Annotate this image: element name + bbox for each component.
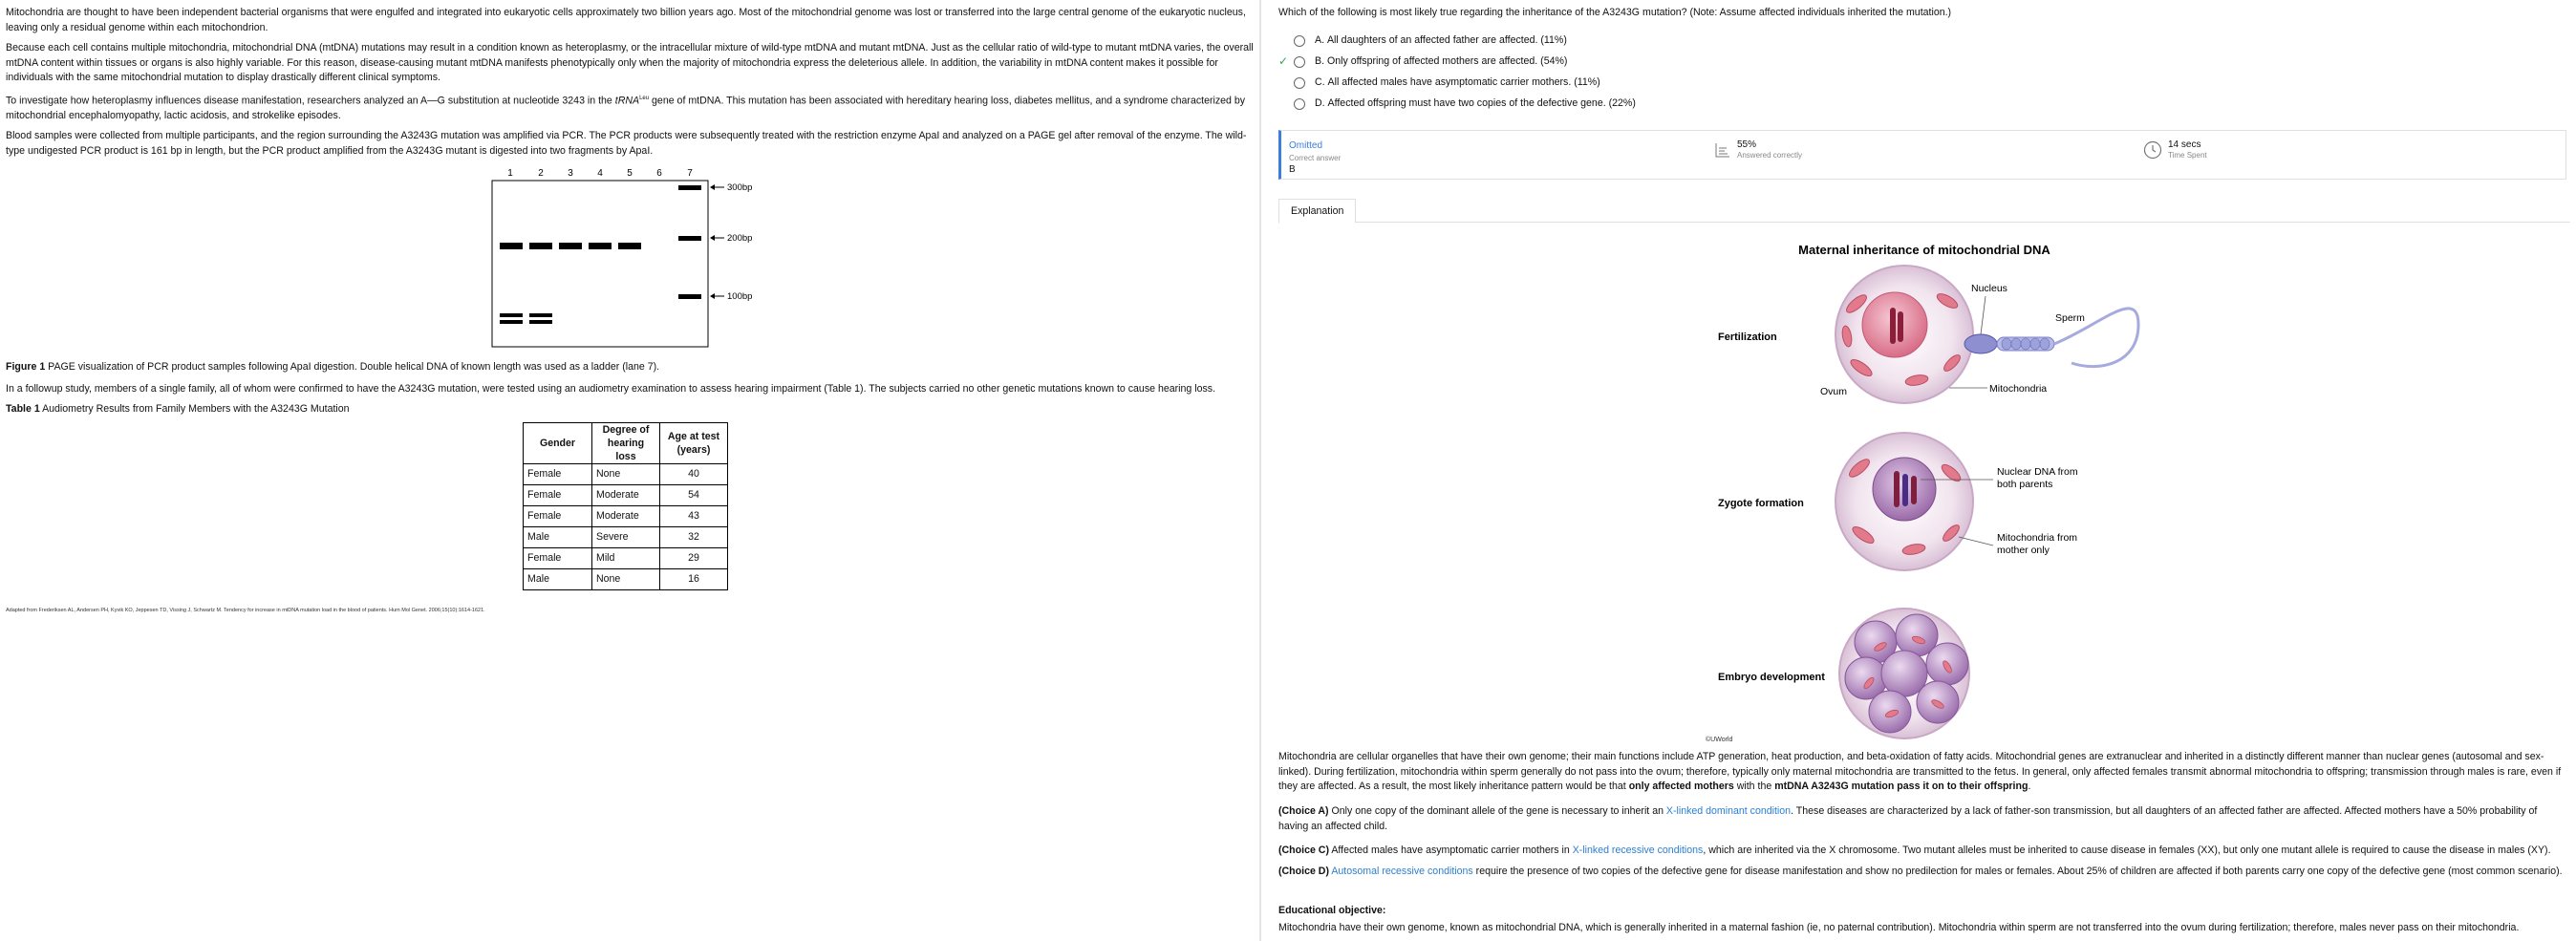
explanation-choice-d (1278, 865, 2568, 880)
table-row (524, 464, 728, 485)
table-title (6, 402, 350, 417)
question-pane (1278, 0, 2570, 941)
expl-text: . These diseases are characterized by a lack of father-son transmission, but all daughters of an affected father are affected. Affected mothers have a 50% probability of having an affected child. (1278, 805, 2538, 832)
choice-text: All daughters of an affected father are affected. (1326, 34, 1538, 47)
cell-hearing: Moderate (592, 506, 660, 527)
radio-button[interactable] (1294, 77, 1305, 89)
gel-band (529, 313, 552, 317)
ladder-band (678, 185, 701, 190)
zygote-cell (1835, 433, 1973, 570)
answer-choice-a[interactable] (1278, 33, 1567, 49)
lane-label-6: 6 (656, 168, 662, 179)
percent-correct-value: 55% (1737, 139, 1757, 150)
answer-choice-b[interactable] (1278, 54, 1567, 70)
cell-gender: Female (524, 548, 592, 569)
choice-text: Affected offspring must have two copies of the defective gene. (1327, 97, 1606, 110)
passage-text: gene of mtDNA. This mutation has been associated with hereditary hearing loss, diabetes mellitus, and a syndrome characterized by mitochondrial encephalomyopathy, lactic acidosis, and strokelike episodes. (6, 95, 1246, 121)
gel-band (500, 320, 523, 324)
choice-percent: (54%) (1540, 55, 1568, 68)
expl-text: Only one copy of the dominant allele of the gene is necessary to inherit an (1328, 805, 1666, 817)
gel-band (500, 243, 523, 249)
choice-text: All affected males have asymptomatic carrier mothers. (1327, 76, 1572, 89)
marker-100bp: 100bp (727, 291, 753, 302)
correct-answer-value: B (1289, 163, 1296, 175)
cell-gender: Male (524, 527, 592, 548)
mitochondrial-inheritance-illustration (1278, 229, 2570, 745)
gel-band (618, 243, 641, 249)
figure-caption-text: PAGE visualization of PCR product samples following ApaI digestion. Double helical DNA of known length was used as a ladder (lane 7). (45, 361, 660, 373)
lane-label-3: 3 (568, 168, 573, 179)
copyright-label: ©UWorld (1706, 737, 1733, 743)
lane-label-5: 5 (627, 168, 633, 179)
passage-text: To investigate how heteroplasmy influences disease manifestation, researchers analyzed an A—G substitution at nucleotide 3243 in the (6, 95, 615, 107)
cell-hearing: Severe (592, 527, 660, 548)
label-fertilization: Fertilization (1718, 331, 1777, 343)
choice-percent: (22%) (1608, 97, 1636, 110)
answer-choice-c[interactable] (1278, 75, 1600, 91)
lane-label-4: 4 (597, 168, 603, 179)
lane-label-2: 2 (538, 168, 544, 179)
explanation-paragraph-1 (1278, 750, 2568, 795)
passage-paragraph-1: Mitochondria are thought to have been independent bacterial organisms that were engulfed and integrated into eukaryotic cells approximately two billion years ago. Most of the mitochondrial genome was lost or transferred into the large central genome of the eukaryotic nucleus, leaving only a residual genome within each mitochondrion. (6, 7, 1246, 33)
gene-superscript: Leu (639, 95, 650, 101)
x-linked-dominant-link[interactable]: X-linked dominant condition (1665, 805, 1792, 817)
educational-objective-label (1278, 904, 2568, 919)
answer-choice-d[interactable] (1278, 96, 1636, 112)
ovum-cell (1835, 266, 1973, 403)
expl-text: with the (1733, 781, 1775, 792)
sperm-cell (1964, 309, 2138, 367)
header-age: Age at test (years) (660, 423, 728, 464)
time-block (2143, 139, 2207, 160)
table-row (524, 506, 728, 527)
time-spent-label: Time Spent (2168, 151, 2207, 160)
expl-text: require the presence of two copies of the defective gene for disease manifestation and show no predilection for males or females. About 25% of children are affected if both parents carry one copy of the defective gene (most common scenario). (1472, 866, 2563, 877)
label-nuclear-dna-line1: Nuclear DNA from (1997, 466, 2078, 478)
cell-hearing: None (592, 464, 660, 485)
passage-paragraph-4: Blood samples were collected from multiple participants, and the region surrounding the A3243G mutation was amplified via PCR. The PCR products were subsequently treated with the restriction enzyme ApaI and analyzed on a PAGE gel after removal of the enzyme. The wild-type undigested PCR product is 161 bp in length, but the PCR product amplified from the A3243G mutant is digested into two fragments by ApaI. (6, 130, 1247, 157)
label-ovum: Ovum (1820, 386, 1848, 397)
autosomal-recessive-link[interactable]: Autosomal recessive conditions (1331, 866, 1473, 877)
clock-icon (2143, 140, 2162, 160)
passage-paragraph-3 (6, 92, 1254, 124)
gel-band (529, 320, 552, 324)
cell-hearing: Mild (592, 548, 660, 569)
gel-band (559, 243, 582, 249)
choice-letter: C. (1315, 76, 1325, 89)
expl-text: Affected males have asymptomatic carrier mothers in (1328, 845, 1573, 856)
explanation-choice-c (1278, 844, 2568, 859)
ladder-band (678, 294, 701, 299)
radio-button[interactable] (1294, 35, 1305, 47)
explanation-choice-a (1278, 804, 2568, 834)
cell-age: 43 (660, 506, 728, 527)
figure-label: Figure 1 (6, 361, 46, 373)
choice-letter: B. (1315, 55, 1325, 68)
cell-hearing: Moderate (592, 485, 660, 506)
table-row (524, 569, 728, 590)
cell-age: 32 (660, 527, 728, 548)
gel-band (589, 243, 612, 249)
cell-age: 16 (660, 569, 728, 590)
pane-divider[interactable] (1259, 0, 1261, 941)
table-row (524, 485, 728, 506)
gel-band (500, 313, 523, 317)
audiometry-table (523, 422, 728, 590)
table-row (524, 527, 728, 548)
choice-percent: (11%) (1574, 76, 1600, 89)
cell-gender: Female (524, 506, 592, 527)
figure-caption (6, 360, 659, 375)
expl-bold: mtDNA A3243G mutation pass it on to their offspring (1774, 781, 2029, 792)
status-omitted: Omitted (1289, 140, 1323, 151)
source-footnote: Adapted from Frederiksen AL, Andersen PH, Kyvik KO, Jeppesen TD, Vissing J, Schwartz M. Tendency for increase in mtDNA mutation load in the blood of patients. Hum Mol Genet. 2006;15(10):1614-1621. (6, 608, 485, 613)
choice-c-label: (Choice C) (1278, 845, 1329, 856)
percent-correct-label: Answered correctly (1737, 151, 1803, 160)
followup-paragraph: In a followup study, members of a single family, all of whom were confirmed to have the A3243G mutation, were tested using an audiometry examination to assess hearing impairment (Table 1). The subjects carried no other genetic mutations known to cause hearing loss. (6, 383, 1216, 395)
cell-gender: Female (524, 485, 592, 506)
label-mito-from-line1: Mitochondria from (1997, 532, 2078, 544)
table-title-text: Audiometry Results from Family Members with the A3243G Mutation (39, 403, 350, 415)
cell-age: 54 (660, 485, 728, 506)
status-block (1289, 139, 1341, 176)
answer-stats-bar (1278, 130, 2566, 180)
expl-text: , which are inherited via the X chromosome. Two mutant alleles must be inherited to cause disease in females (XX), but only one mutant allele is required to cause the disease in males (XY). (1703, 845, 2551, 856)
educational-objective-text: Mitochondria have their own genome, known as mitochondrial DNA, which is generally inherited in a maternal fashion (ie, no paternal contribution). Mitochondria within sperm are not transferred into the ovum during fertilization; therefore, males never pass on their mitochondria. (1278, 922, 2520, 933)
correct-answer-label: Correct answer (1289, 153, 1342, 162)
header-hearing-loss: Degree of hearing loss (592, 423, 660, 464)
lane-label-7: 7 (687, 168, 693, 179)
header-gender: Gender (524, 423, 592, 464)
marker-300bp: 300bp (727, 182, 753, 193)
edu-label: Educational objective: (1278, 905, 1386, 916)
cell-gender: Female (524, 464, 592, 485)
table-header-row (524, 423, 728, 464)
lane-label-1: 1 (507, 168, 513, 179)
choice-percent: (11%) (1540, 34, 1567, 47)
check-icon: ✓ (1278, 54, 1289, 69)
table-row (524, 548, 728, 569)
question-stem: Which of the following is most likely true regarding the inheritance of the A3243G mutation? (Note: Assume affected individuals inherited the mutation.) (1278, 7, 1952, 18)
gel-image (478, 166, 784, 357)
passage-paragraph-2: Because each cell contains multiple mitochondria, mitochondrial DNA (mtDNA) mutations may result in a condition known as heteroplasmy, or the intracellular mixture of wild-type mtDNA and mutant mtDNA. Just as the cellular ratio of wild-type to mutant mtDNA varies, the overall mtDNA content within tissues or organs is also highly variable. For this reason, disease-causing mutant mtDNA manifests phenotypically only when the majority of mitochondria express the deleterious allele. In addition, the variability in mtDNA content makes it possible for individuals with the same mitochondrial mutation to display drastically different clinical symptoms. (6, 42, 1254, 83)
table-label: Table 1 (6, 403, 40, 415)
expl-text: . (2028, 781, 2031, 792)
cell-age: 40 (660, 464, 728, 485)
expl-text: Mitochondria are cellular organelles that have their own genome; their main functions include ATP generation, heat production, and beta-oxidation of fatty acids. Mitochondrial genes are extranuclear and inherited in a distinctly different manner than nuclear genes (autosomal and sex-linked). During fertilization, mitochondria within sperm generally do not pass into the ovum; therefore, typically only maternal mitochondria are transmitted to the fetus. In general, only affected females transmit abnormal mitochondria to offspring; transmission through males is rare, even if they are affected. As a result, the most likely inheritance pattern would be that (1278, 751, 2562, 792)
cell-age: 29 (660, 548, 728, 569)
label-nuclear-dna-line2: both parents (1997, 479, 2053, 490)
time-spent-value: 14 secs (2168, 139, 2201, 150)
expl-bold: only affected mothers (1628, 781, 1734, 792)
choice-a-label: (Choice A) (1278, 805, 1329, 817)
choice-d-label: (Choice D) (1278, 866, 1329, 877)
cell-gender: Male (524, 569, 592, 590)
gel-band (529, 243, 552, 249)
choice-letter: D. (1315, 97, 1325, 110)
inheritance-diagram (1278, 229, 2570, 745)
embryo-cluster (1839, 609, 1969, 738)
passage-pane (0, 0, 1259, 941)
cell-hearing: None (592, 569, 660, 590)
x-linked-recessive-link[interactable]: X-linked recessive conditions (1572, 845, 1704, 856)
tab-explanation[interactable]: Explanation (1278, 199, 1356, 224)
choice-letter: A. (1315, 34, 1325, 47)
choice-text: Only offspring of affected mothers are affected. (1326, 55, 1538, 68)
gel-frame (492, 181, 708, 347)
radio-button[interactable] (1294, 98, 1305, 110)
radio-button[interactable] (1294, 56, 1305, 68)
page-gel-figure (478, 166, 784, 357)
tab-bar (1278, 199, 2570, 223)
label-zygote: Zygote formation (1718, 498, 1804, 509)
marker-200bp: 200bp (727, 233, 753, 244)
label-mitochondria: Mitochondria (1989, 383, 2048, 395)
ladder-band (678, 236, 701, 241)
percent-block (1714, 139, 1802, 160)
label-nucleus: Nucleus (1971, 283, 2007, 294)
label-mito-from-line2: mother only (1997, 545, 2050, 556)
label-sperm: Sperm (2055, 312, 2085, 324)
label-embryo: Embryo development (1718, 672, 1825, 683)
gene-name: tRNA (614, 95, 640, 107)
illustration-title: Maternal inheritance of mitochondrial DNA (1798, 243, 2050, 257)
bar-chart-icon (1714, 141, 1731, 159)
